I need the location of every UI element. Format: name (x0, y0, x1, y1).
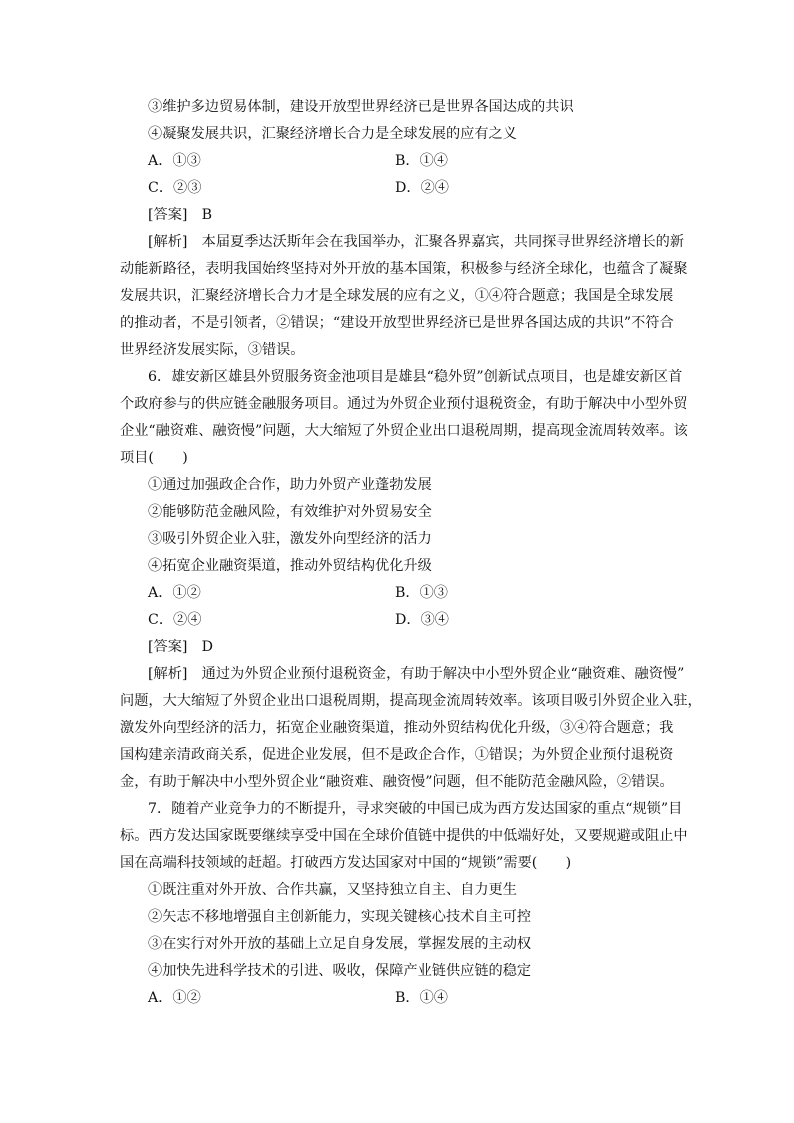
q7-item-4: ④加快先进科学技术的引进、吸收，保障产业链供应链的稳定 (148, 963, 532, 979)
q7-item-2: ②矢志不移地增强自主创新能力，实现关键核心技术自主可控 (148, 909, 532, 925)
q6-item-3: ③吸引外贸企业入驻，激发外向型经济的活力 (148, 531, 432, 547)
q6-option-b: B．①③ (395, 585, 448, 601)
q7-stem-line: 7．随着产业竞争力的不断提升，寻求突破的中国已成为西方发达国家的重点“规锁”目 (148, 801, 683, 817)
q7-item-3: ③在实行对外开放的基础上立足自身发展，掌握发展的主动权 (148, 936, 532, 952)
q5-item-3: ③维护多边贸易体制，建设开放型世界经济已是世界各国达成的共识 (148, 99, 574, 115)
q6-analysis-line: 激发外向型经济的活力，拓宽企业融资渠道，推动外贸结构优化升级，③④符合题意；我 (120, 720, 674, 736)
q5-analysis-line: 发展共识，汇聚经济增长合力才是全球发展的应有之义，①④符合题意；我国是全球发展 (120, 288, 674, 304)
q7-option-a: A．①② (148, 990, 201, 1006)
q5-item-4: ④凝聚发展共识，汇聚经济增长合力是全球发展的应有之义 (148, 126, 517, 142)
q5-analysis-line: 的推动者，不是引领者，②错误；“建设开放型世界经济已是世界各国达成的共识”不符合 (120, 315, 674, 331)
q6-analysis-line: [解析] 通过为外贸企业预付退税资金，有助于解决中小型外贸企业“融资难、融资慢” (148, 666, 685, 682)
q5-analysis-line: [解析] 本届夏季达沃斯年会在我国举办，汇聚各界嘉宾，共同探寻世界经济增长的新 (148, 234, 685, 250)
q6-option-a: A．①② (148, 585, 201, 601)
q5-option-d: D．②④ (395, 180, 449, 196)
q6-item-1: ①通过加强政企合作，助力外贸产业蓬勃发展 (148, 477, 432, 493)
q7-stem-line: 标。西方发达国家既要继续享受中国在全球价值链中提供的中低端好处，又要规避或阻止中 (120, 828, 688, 844)
q6-answer: [答案] D (148, 639, 214, 655)
q6-analysis-line: 金，有助于解决中小型外贸企业“融资难、融资慢”问题，但不能防范金融风险，②错误。 (120, 774, 674, 790)
q6-analysis-line: 国构建亲清政商关系，促进企业发展，但不是政企合作，①错误；为外贸企业预付退税资 (120, 747, 674, 763)
q7-stem-line: 国在高端科技领域的赶超。打破西方发达国家对中国的“规锁”需要( ) (120, 855, 572, 871)
q6-analysis-line: 问题，大大缩短了外贸企业出口退税周期，提高现金流周转效率。该项目吸引外贸企业入驻， (120, 693, 702, 709)
q7-item-1: ①既注重对外开放、合作共赢，又坚持独立自主、自力更生 (148, 882, 517, 898)
q6-option-d: D．③④ (395, 612, 449, 628)
q5-answer: [答案] B (148, 207, 213, 223)
q6-option-c: C．②④ (148, 612, 202, 628)
q5-option-b: B．①④ (395, 153, 448, 169)
q6-stem-line: 个政府参与的供应链金融服务项目。通过为外贸企业预付退税资金，有助于解决中小型外贸 (120, 396, 688, 412)
q6-item-4: ④拓宽企业融资渠道，推动外贸结构优化升级 (148, 558, 432, 574)
q5-analysis-line: 动能新路径，表明我国始终坚持对外开放的基本国策，积极参与经济全球化，也蕴含了凝聚 (120, 261, 688, 277)
q6-stem-line: 6．雄安新区雄县外贸服务资金池项目是雄县“稳外贸”创新试点项目，也是雄安新区首 (148, 369, 683, 385)
q5-option-a: A．①③ (148, 153, 201, 169)
q6-stem-line: 项目( ) (120, 450, 188, 466)
q6-item-2: ②能够防范金融风险，有效维护对外贸易安全 (148, 504, 432, 520)
q6-stem-line: 企业“融资难、融资慢”问题，大大缩短了外贸企业出口退税周期，提高现金流周转效率。该 (120, 423, 688, 439)
q7-option-b: B．①④ (395, 990, 448, 1006)
q5-option-c: C．②③ (148, 180, 202, 196)
q5-analysis-line: 世界经济发展实际，③错误。 (120, 342, 305, 358)
